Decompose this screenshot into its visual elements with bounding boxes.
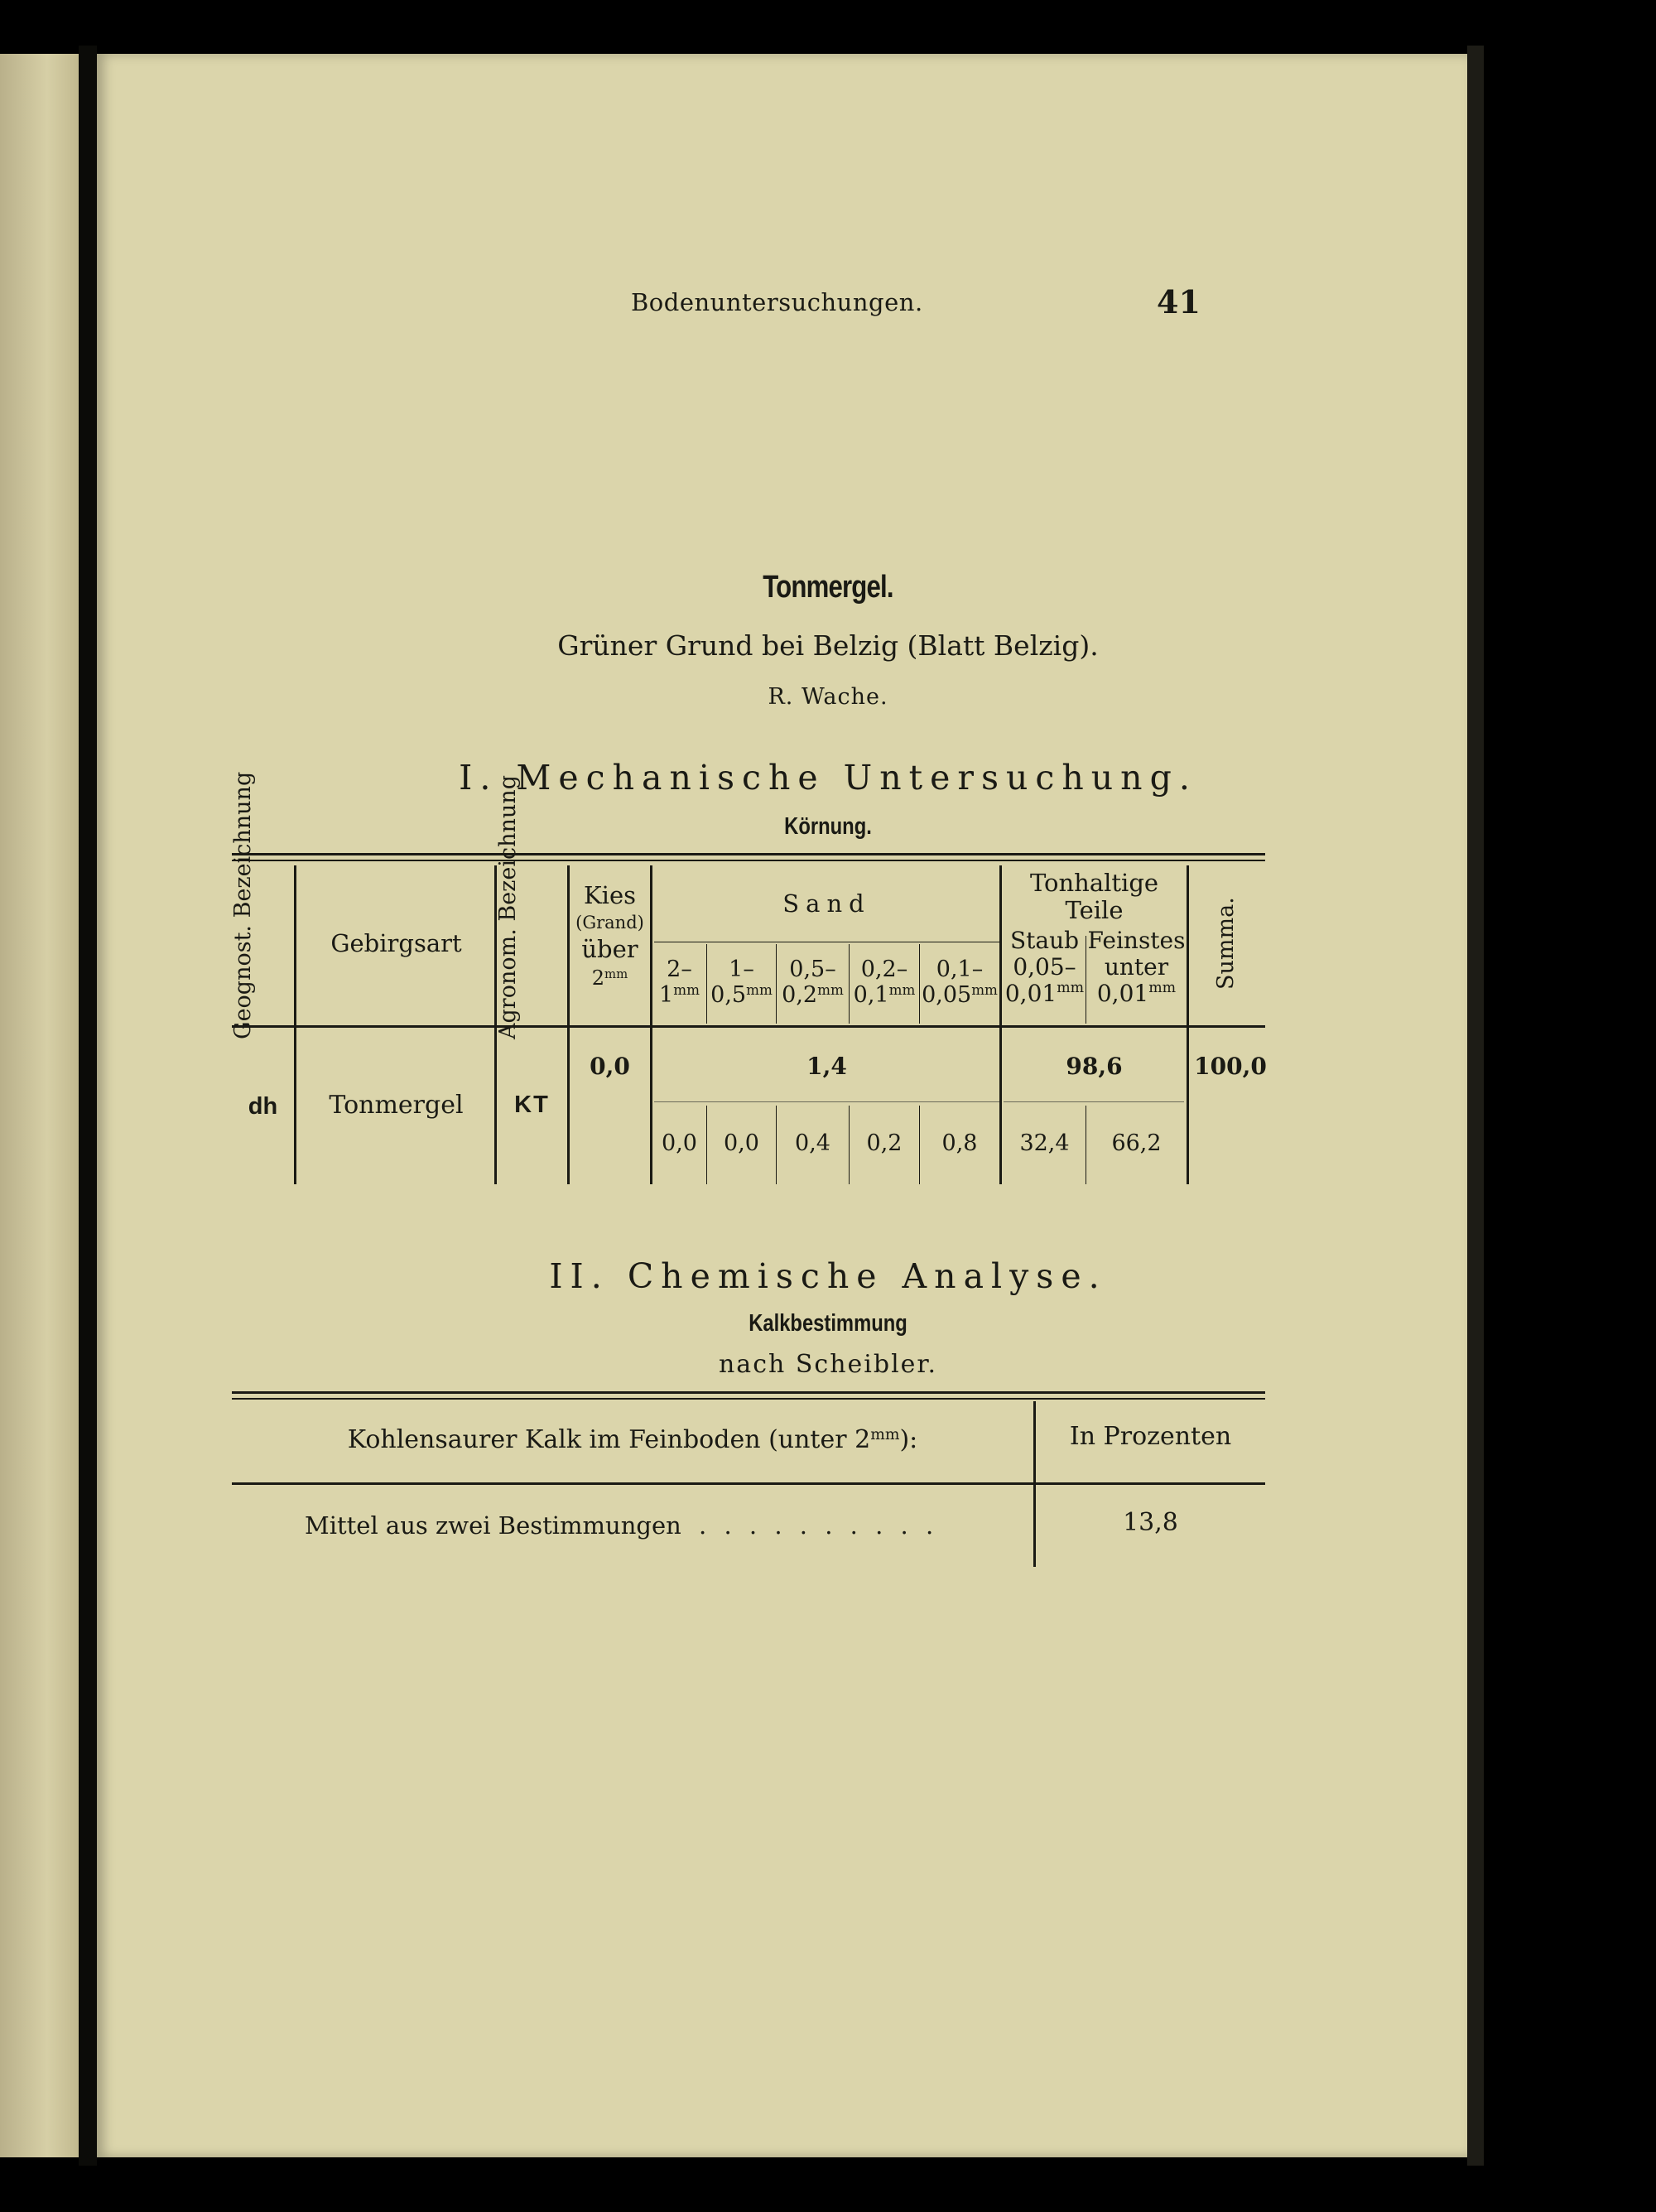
header-staub [1004, 928, 1086, 1008]
sand-col-bottom: 0,2 [782, 982, 818, 1009]
header-kies-4-val: 2 [591, 966, 605, 990]
row-sand-value: 0,0 [724, 1130, 759, 1156]
table2-row-label [305, 1511, 938, 1540]
header-summa [1213, 899, 1246, 990]
unit: mm [673, 981, 700, 999]
method-note: nach Scheibler. [718, 1350, 938, 1379]
table1-header-rule [232, 1025, 1265, 1028]
sand-col-bottom: 1 [659, 982, 674, 1009]
table1-top-rule-2 [232, 860, 1265, 861]
header-geognost [230, 771, 298, 1039]
header-geognost-text: Geognost. Bezeichnung [230, 771, 256, 1039]
table2-header-rule [232, 1482, 1265, 1485]
sand-col-top: 0,5– [789, 957, 836, 982]
page-number: 41 [1157, 283, 1201, 320]
row-feinstes: 66,2 [1111, 1130, 1162, 1156]
row-summa: 100,0 [1194, 1053, 1267, 1080]
header-staub-label: Staub [1009, 927, 1080, 954]
row-sand-value: 0,2 [866, 1130, 903, 1156]
header-feinstes-top: unter [1104, 953, 1169, 981]
row-geognost: dh [248, 1093, 278, 1120]
hrule-thin [654, 1101, 999, 1102]
row-staub: 32,4 [1019, 1130, 1070, 1156]
sand-col-bottom: 0,05 [922, 982, 972, 1009]
table2-header-right: In Prozenten [1069, 1422, 1232, 1451]
sand-col-top: 0,1– [936, 957, 984, 982]
header-sand-col [850, 957, 919, 1008]
header-feinstes [1086, 928, 1187, 1008]
book-edge [1467, 46, 1484, 2166]
adjacent-page-edge [0, 54, 79, 2157]
unit: mm [971, 981, 998, 999]
table2-row-value: 13,8 [1123, 1508, 1178, 1537]
author: R. Wache. [768, 684, 888, 710]
section-koernung-subheading: Körnung. [784, 813, 872, 840]
table2-row-label-text: Mittel aus zwei Bestimmungen [305, 1511, 681, 1540]
header-staub-top: 0,05– [1013, 953, 1076, 981]
table2-row-dots: . . . . . . . . . . [699, 1511, 939, 1540]
sand-col-top: 1– [729, 957, 754, 982]
table1-top-rule [232, 853, 1265, 855]
table2-header-left [232, 1426, 1033, 1455]
row-agronom: KT [514, 1092, 550, 1118]
table2-header-left-text: Kohlensaurer Kalk im Feinboden (unter 2 [347, 1425, 871, 1454]
section-kalkbestimmung-subheading: Kalkbestimmung [749, 1310, 907, 1337]
header-staub-bottom: 0,01 [1004, 980, 1057, 1008]
row-tonhaltige-total: 98,6 [1066, 1053, 1123, 1080]
row-gebirgsart: Tonmergel [329, 1091, 464, 1120]
running-head: Bodenuntersuchungen. [631, 288, 923, 316]
header-tonhaltige-2: Teile [1065, 896, 1124, 925]
sand-col-top: 2– [667, 957, 692, 982]
header-sand-col [777, 957, 849, 1008]
sand-col-bottom: 0,1 [853, 982, 889, 1009]
header-kies-4 [570, 967, 650, 990]
unit: mm [604, 966, 628, 981]
row-sand-value: 0,0 [662, 1130, 697, 1156]
header-kies-3: über [581, 935, 638, 964]
header-sand-col [920, 957, 999, 1008]
unit: mm [746, 981, 773, 999]
header-sand-col [707, 957, 776, 1008]
header-sand-col [652, 957, 706, 1008]
sand-col-top: 0,2– [860, 957, 908, 982]
unit: mm [1057, 980, 1085, 997]
section-chemische-heading: II. Chemische Analyse. [549, 1256, 1107, 1296]
unit: mm [817, 981, 844, 999]
row-kies: 0,0 [590, 1053, 630, 1080]
table2-top-rule [232, 1391, 1265, 1394]
row-sand-value: 0,4 [795, 1130, 830, 1156]
header-gebirgsart: Gebirgsart [330, 929, 462, 957]
sand-col-bottom: 0,5 [710, 982, 747, 1009]
header-feinstes-label: Feinstes [1087, 927, 1186, 954]
row-sand-total: 1,4 [806, 1053, 847, 1080]
header-sand: Sand [782, 889, 871, 918]
book-gutter [79, 46, 97, 2166]
header-kies-1: Kies [584, 881, 636, 909]
table2-header-left-end: ): [899, 1425, 918, 1454]
vrule [1187, 865, 1189, 1184]
header-feinstes-bottom: 0,01 [1096, 980, 1149, 1008]
unit: mm [888, 981, 916, 999]
location-subtitle: Grüner Grund bei Belzig (Blatt Belzig). [557, 629, 1099, 662]
row-sand-value: 0,8 [941, 1130, 978, 1156]
header-kies-2: (Grand) [575, 913, 644, 933]
unit: mm [870, 1426, 900, 1443]
header-summa-text: Summa. [1213, 897, 1239, 990]
section-mechanische-heading: I. Mechanische Untersuchung. [459, 758, 1197, 798]
header-tonhaltige-1: Tonhaltige [1029, 869, 1159, 897]
page-title: Tonmergel. [763, 570, 893, 605]
unit: mm [1148, 980, 1177, 997]
hrule-thin [1004, 1101, 1184, 1102]
header-tonhaltige [1002, 870, 1187, 925]
table2-top-rule-2 [232, 1398, 1265, 1400]
header-agronom-text: Agronom. Bezeichnung [495, 775, 521, 1039]
header-agronom [495, 775, 563, 1039]
header-kies [570, 882, 650, 990]
